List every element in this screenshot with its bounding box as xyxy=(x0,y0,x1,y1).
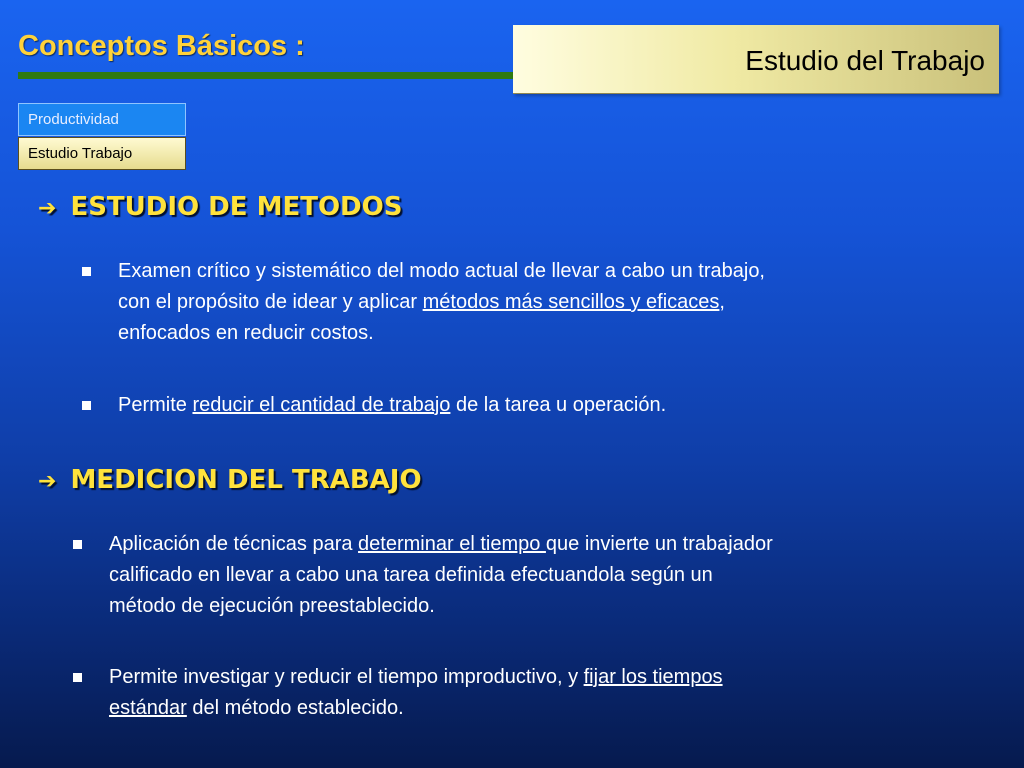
title-underline xyxy=(18,72,546,79)
square-bullet-icon xyxy=(82,267,91,276)
text-line: Examen crítico y sistemático del modo actual de llevar a cabo un trabajo, xyxy=(118,260,765,282)
header-banner xyxy=(513,25,999,94)
underlined-text: fijar los tiempos xyxy=(583,666,723,688)
nav-productividad-button[interactable]: Productividad xyxy=(18,103,186,136)
section-heading-medicion xyxy=(38,465,422,495)
text-span: , xyxy=(719,291,725,313)
list-item-text xyxy=(109,529,773,622)
text-line: calificado en llevar a cabo una tarea definida efectuandola según un xyxy=(109,564,713,586)
header-banner-title: Estudio del Trabajo xyxy=(745,45,985,76)
list-item-text xyxy=(118,256,765,349)
text-span: Aplicación de técnicas para xyxy=(109,533,359,555)
square-bullet-icon xyxy=(73,673,82,682)
underlined-text: determinar el tiempo xyxy=(358,533,546,555)
nav-estudio-trabajo-button[interactable]: Estudio Trabajo xyxy=(18,137,186,170)
square-bullet-icon xyxy=(73,540,82,549)
square-bullet-icon xyxy=(82,401,91,410)
text-span: del método establecido. xyxy=(186,697,404,719)
list-item-text xyxy=(109,662,723,724)
text-span: de la tarea u operación. xyxy=(450,394,667,416)
section-heading-text: MEDICION DEL TRABAJO xyxy=(70,465,422,495)
slide-title: Conceptos Básicos : xyxy=(18,30,305,62)
list-item-text xyxy=(118,390,666,421)
text-span: con el propósito de idear y aplicar xyxy=(118,291,423,313)
underlined-text: reducir el cantidad de trabajo xyxy=(192,394,451,416)
text-span: que invierte un trabajador xyxy=(545,533,773,555)
section-heading-metodos xyxy=(38,192,402,222)
underlined-text: estándar xyxy=(109,697,187,719)
text-line: método de ejecución preestablecido. xyxy=(109,595,435,617)
arrow-right-icon: ➔ xyxy=(38,196,57,221)
underlined-text: métodos más sencillos y eficaces xyxy=(422,291,720,313)
text-line: enfocados en reducir costos. xyxy=(118,322,374,344)
text-span: Permite xyxy=(118,394,193,416)
arrow-right-icon: ➔ xyxy=(38,469,57,494)
text-span: Permite investigar y reducir el tiempo improductivo, y xyxy=(109,666,584,688)
section-heading-text: ESTUDIO DE METODOS xyxy=(70,192,403,222)
